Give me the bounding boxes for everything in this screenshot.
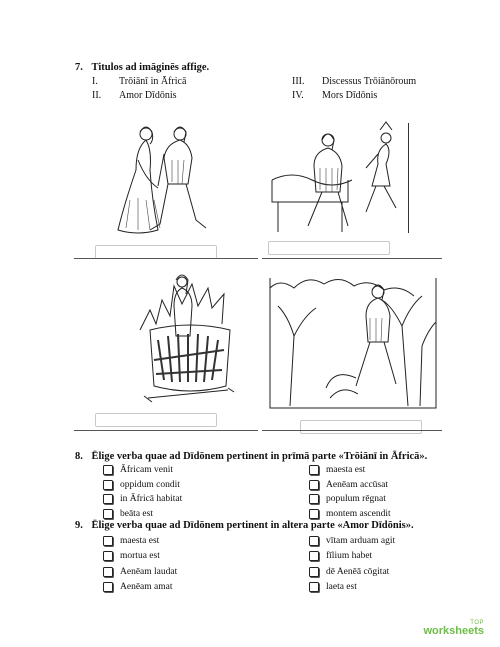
q9-option[interactable]: maesta est (103, 535, 177, 547)
checkbox[interactable] (309, 582, 319, 592)
q7-number: 7. (75, 62, 83, 73)
divider-1 (74, 258, 258, 259)
q9-title: Ēlige verba quae ad Dīdōnem pertinent in altera parte «Amor Dīdōnis». (91, 520, 414, 531)
q9-right-options (309, 535, 395, 593)
q9-option[interactable]: laeta est (309, 581, 395, 593)
answer-box-1[interactable] (95, 245, 217, 259)
q8-option[interactable]: in Āfricā habitat (103, 493, 182, 505)
checkbox[interactable] (103, 567, 113, 577)
checkbox[interactable] (103, 465, 113, 475)
checkbox[interactable] (103, 480, 113, 490)
checkbox[interactable] (103, 551, 113, 561)
checkbox[interactable] (103, 536, 113, 546)
checkbox[interactable] (103, 494, 113, 504)
picture-aeneas-forest (270, 268, 440, 418)
q8-left-options (103, 464, 182, 520)
q8-option[interactable]: montem ascendit (309, 508, 391, 520)
title-option-4: IV. Mors Dīdōnis (292, 90, 378, 101)
q8-title: Ēlige verba quae ad Dīdōnem pertinent in prīmā parte «Trōiānī in Āfricā». (91, 451, 428, 462)
q9-option[interactable]: mortua est (103, 550, 177, 562)
q8-option[interactable]: oppidum condit (103, 479, 182, 491)
checkbox[interactable] (309, 567, 319, 577)
q9-option[interactable]: Aenēam laudat (103, 566, 177, 578)
divider-2 (262, 258, 442, 259)
answer-box-2[interactable] (268, 241, 390, 255)
q8-option[interactable]: populum rēgnat (309, 493, 391, 505)
q9-option[interactable]: fīlium habet (309, 550, 395, 562)
picture-couple-walking (110, 120, 220, 240)
title-option-2: II. Amor Dīdōnis (92, 90, 177, 101)
q9-number: 9. (75, 520, 83, 531)
divider-3 (74, 430, 258, 431)
q8-heading (75, 451, 427, 462)
q8-option[interactable]: maesta est (309, 464, 391, 476)
q9-heading (75, 520, 414, 531)
q9-option[interactable]: dē Aenēā cōgitat (309, 566, 395, 578)
answer-box-3[interactable] (95, 413, 217, 427)
q9-option[interactable]: Aenēam amat (103, 581, 177, 593)
checkbox[interactable] (309, 551, 319, 561)
q8-option[interactable]: Āfricam venit (103, 464, 182, 476)
title-option-1: I. Trōiānī in Āfricā (92, 76, 187, 87)
checkbox[interactable] (309, 509, 319, 519)
logo-worksheets: worksheets (423, 625, 484, 637)
checkbox[interactable] (309, 465, 319, 475)
checkbox[interactable] (103, 582, 113, 592)
logo-top: TOP (470, 620, 484, 626)
topworksheets-logo (423, 620, 484, 637)
title-option-3: III. Discessus Trōiānōroum (292, 76, 417, 87)
checkbox[interactable] (309, 536, 319, 546)
picture-funeral-pyre (130, 270, 250, 410)
q8-number: 8. (75, 451, 83, 462)
q8-option[interactable]: Aenēam accūsat (309, 479, 391, 491)
divider-4 (262, 430, 442, 431)
checkbox[interactable] (309, 480, 319, 490)
q8-right-options (309, 464, 391, 520)
q8-option[interactable]: beāta est (103, 508, 182, 520)
q9-option[interactable]: vītam arduam agit (309, 535, 395, 547)
picture-departure (268, 118, 418, 238)
checkbox[interactable] (309, 494, 319, 504)
q9-left-options (103, 535, 177, 593)
answer-box-4[interactable] (300, 420, 422, 434)
q7-heading (75, 62, 209, 73)
checkbox[interactable] (103, 509, 113, 519)
q7-title: Titulos ad imāginēs affige. (91, 62, 210, 73)
